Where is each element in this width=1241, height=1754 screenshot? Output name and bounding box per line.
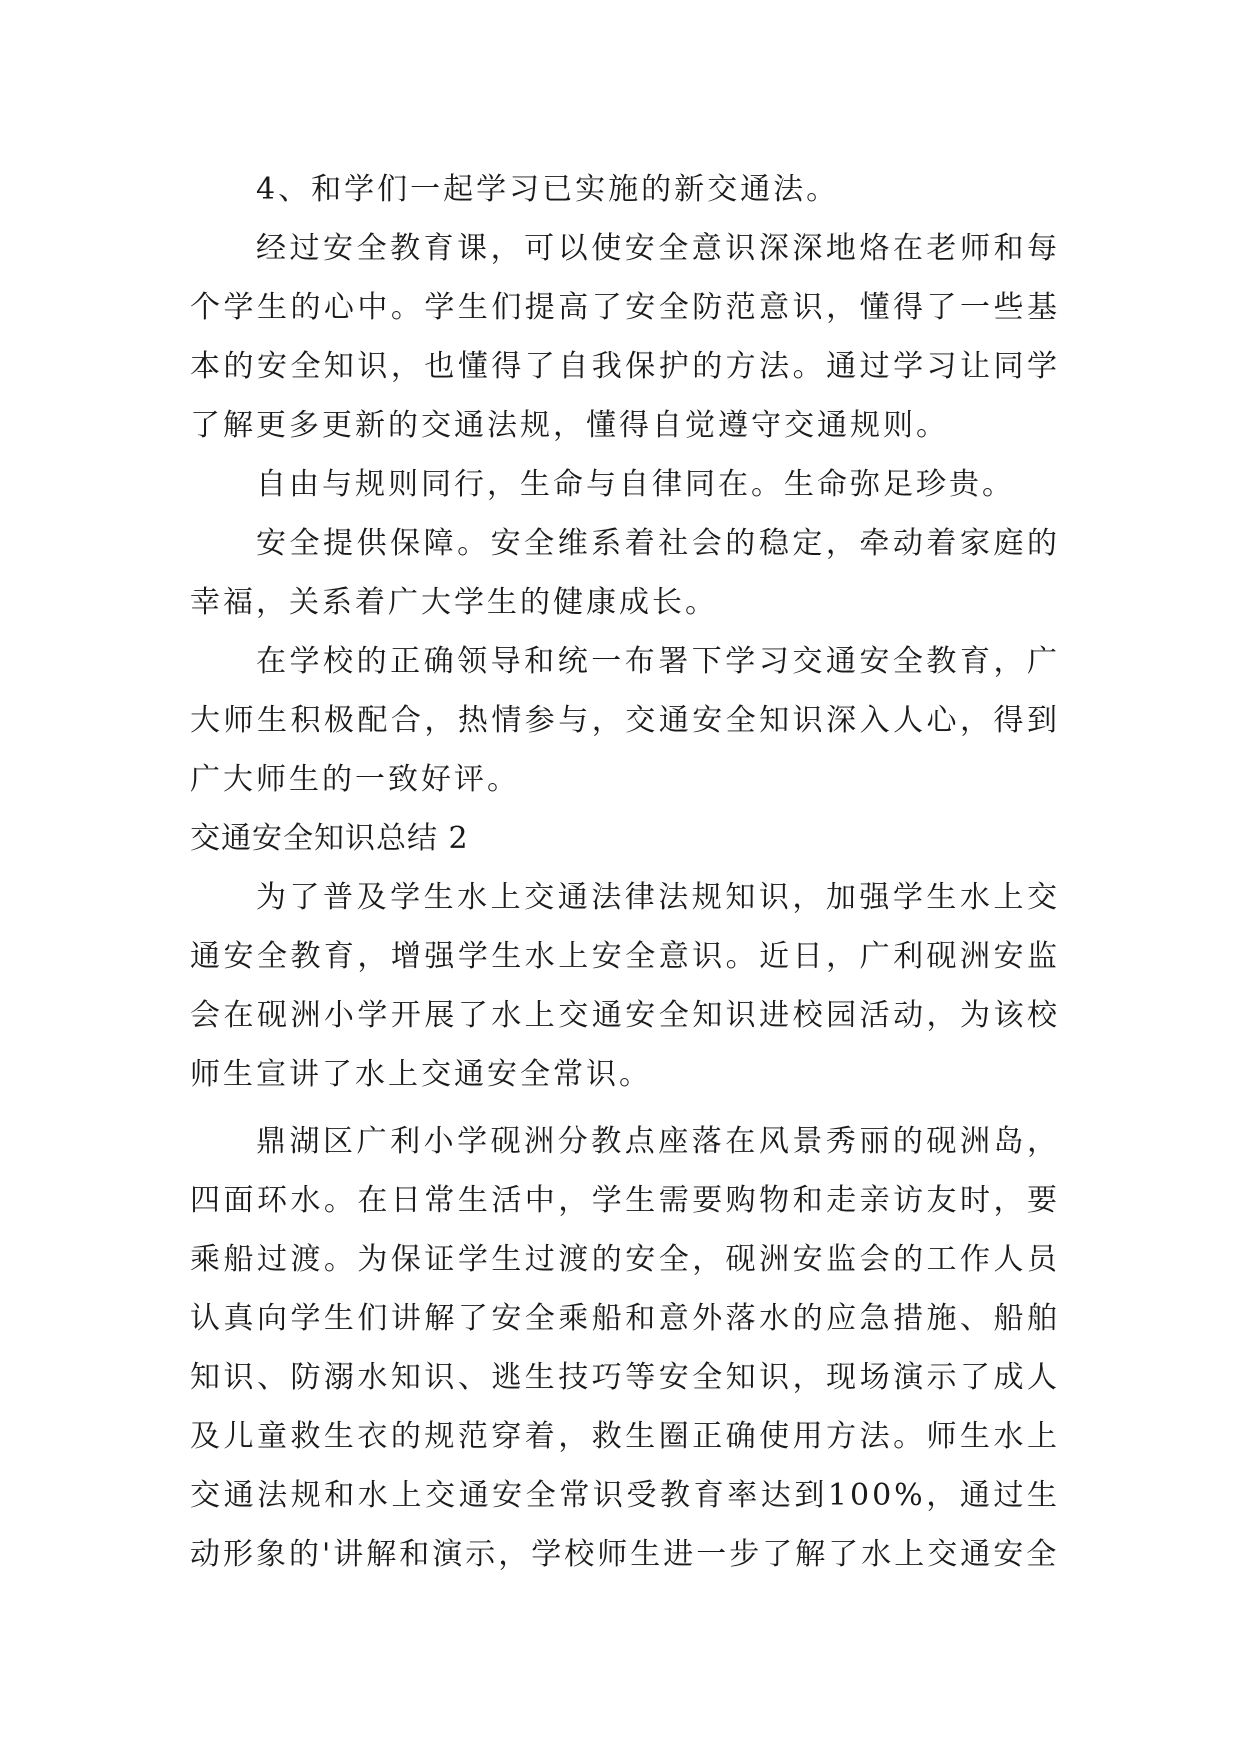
paragraph: 在学校的正确领导和统一布署下学习交通安全教育，广大师生积极配合，热情参与，交通安全知识深入人心，得到广大师生的一致好评。: [190, 644, 1060, 797]
section-heading: 交通安全知识总结 2: [190, 821, 469, 856]
document-body: [190, 160, 1060, 1584]
paragraph: 为了普及学生水上交通法律法规知识，加强学生水上交通安全教育，增强学生水上安全意识。近日，广利砚洲安监会在砚洲小学开展了水上交通安全知识进校园活动，为该校师生宣讲了水上交通安全常识。: [190, 880, 1060, 1092]
paragraph: 自由与规则同行，生命与自律同在。生命弥足珍贵。: [256, 467, 1015, 502]
paragraph: 鼎湖区广利小学砚洲分教点座落在风景秀丽的砚洲岛，四面环水。在日常生活中，学生需要购物和走亲访友时，要乘船过渡。为保证学生过渡的安全，砚洲安监会的工作人员认真向学生们讲解了安全乘船和意外落水的应急措施、船舶知识、防溺水知识、逃生技巧等安全知识，现场演示了成人及儿童救生衣的规范穿着，救生圈正确使用方法。师生水上交通法规和水上交通安全常识受教育率达到100%，通过生动形象的'讲解和演示，学校师生进一步了解了水上交通安全: [190, 1124, 1060, 1572]
paragraph: 安全提供保障。安全维系着社会的稳定，牵动着家庭的幸福，关系着广大学生的健康成长。: [190, 526, 1060, 620]
paragraph-gap: [190, 1104, 1060, 1112]
paragraph: 4、和学们一起学习已实施的新交通法。: [256, 172, 840, 207]
paragraph: 经过安全教育课，可以使安全意识深深地烙在老师和每个学生的心中。学生们提高了安全防范意识，懂得了一些基本的安全知识，也懂得了自我保护的方法。通过学习让同学了解更多更新的交通法规，懂得自觉遵守交通规则。: [190, 231, 1060, 443]
